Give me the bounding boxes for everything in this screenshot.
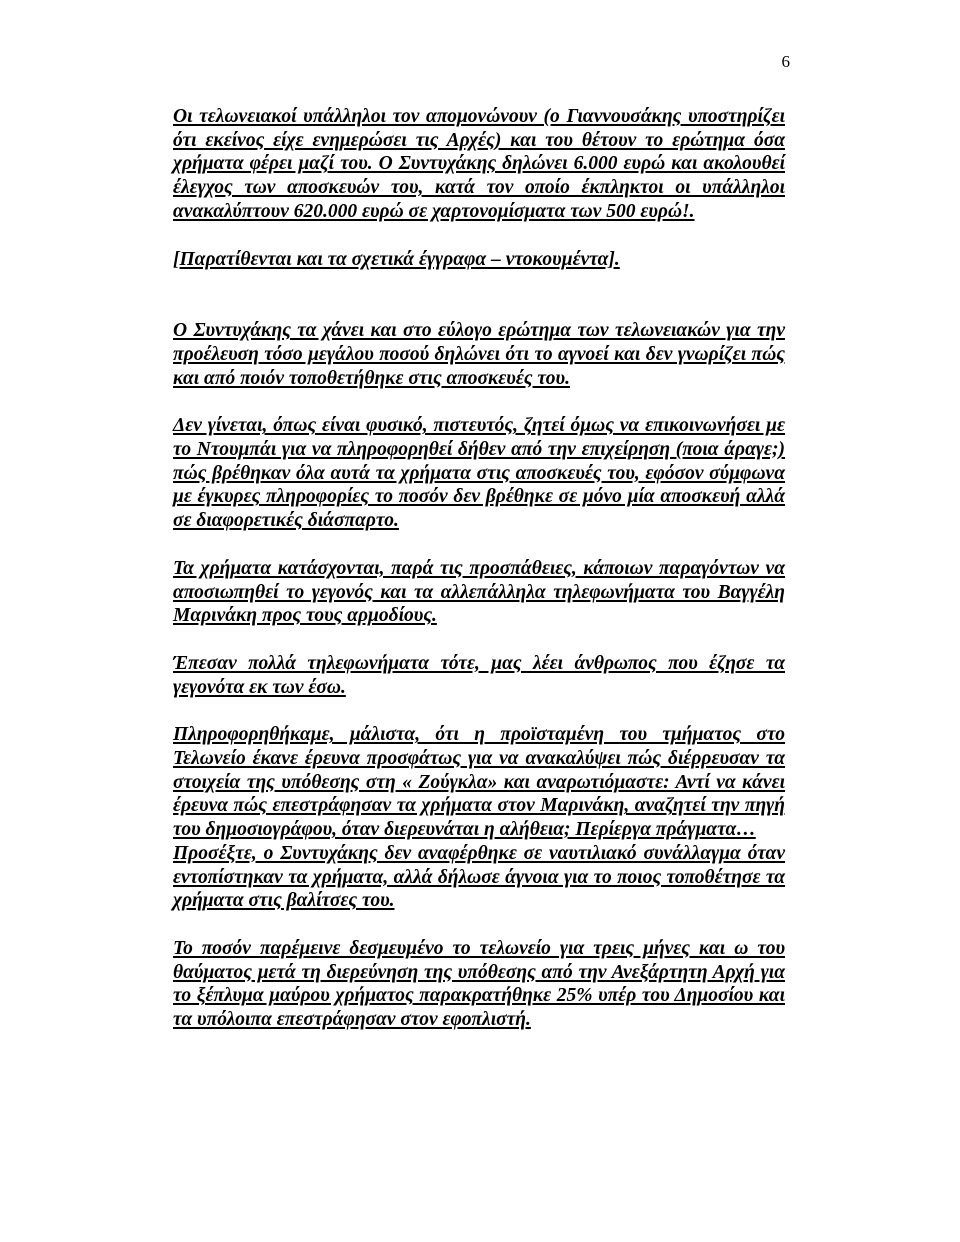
paragraph-spacer: [173, 628, 785, 652]
paragraph-origin-question: Ο Συντυχάκης τα χάνει και στο εύλογο ερώτημα των τελωνειακών για την προέλευση τόσο μεγάλου ποσού δηλώνει ότι το αγνοεί και δεν γνωρίζει πώς και από ποιόν τοποθετήθηκε στις αποσκευές του.: [173, 320, 785, 389]
page-number: 6: [781, 52, 790, 71]
paragraph-dubai-contact: Δεν γίνεται, όπως είναι φυσικό, πιστευτός, ζητεί όμως να επικοινωνήσει με το Ντουμπάι για να πληροφορηθεί δήθεν από την επιχείρηση (ποια άραγε;) πώς βρέθηκαν όλα αυτά τα χρήματα στις αποσκευές του, εφόσον σύμφωνα με έγκυρες πληροφορίες το ποσόν δεν βρέθηκε σε μόνο μία αποσκευή αλλά σε διαφορετικές διάσπαρτο.: [173, 415, 785, 532]
body-text: [173, 105, 785, 1032]
paragraph-spacer: [173, 699, 785, 723]
paragraph-attention: Προσέξτε, ο Συντυχάκης δεν αναφέρθηκε σε ναυτιλιακό συνάλλαγμα όταν εντοπίστηκαν τα χρήματα, αλλά δήλωσε άγνοια για το ποιος τοποθέτησε τα χρήματα στις βαλίτσες του.: [173, 842, 785, 912]
paragraph-confiscation: Τα χρήματα κατάσχονται, παρά τις προσπάθειες, κάποιων παραγόντων να αποσιωπηθεί το γεγονός και τα αλλεπάλληλα τηλεφωνήματα του Βαγγέλη Μαρινάκη προς τους αρμοδίους.: [173, 557, 785, 627]
paragraph-phone-calls: Έπεσαν πολλά τηλεφωνήματα τότε, μας λέει άνθρωπος που έζησε τα γεγονότα εκ των έσω.: [173, 652, 785, 698]
paragraph-investigation: Πληροφορηθήκαμε, μάλιστα, ότι η προϊσταμένη του τμήματος στο Τελωνείο έκανε έρευνα προσφάτως για να ανακαλύψει πώς διέρρευσαν τα στοιχεία της υπόθεσης στη « Ζούγκλα» και αναρωτιόμαστε: Αντί να κάνει έρευνα πώς επεστράφησαν τα χρήματα στον Μαρινάκη, αναζητεί την πηγή του δημοσιογράφου, όταν διερευνάται η αλήθεια; Περίεργα πράγματα…: [173, 724, 785, 841]
paragraph-spacer: [173, 271, 785, 319]
paragraph-spacer: [173, 913, 785, 937]
paragraph-spacer: [173, 224, 785, 248]
paragraph-documents-note: [Παρατίθενται και τα σχετικά έγγραφα – ντοκουμέντα].: [173, 248, 620, 270]
paragraph-amount-release: Το ποσόν παρέμεινε δεσμευμένο το τελωνείο για τρεις μήνες και ω του θαύματος μετά τη διερεύνηση της υπόθεσης από την Ανεξάρτητη Αρχή για το ξέπλυμα μαύρου χρήματος παρακρατήθηκε 25% υπέρ του Δημοσίου και τα υπόλοιπα επεστράφησαν στον εφοπλιστή.: [173, 937, 785, 1031]
paragraph-spacer: [173, 390, 785, 414]
paragraph-spacer: [173, 533, 785, 557]
paragraph-customs-isolation: Οι τελωνειακοί υπάλληλοι τον απομονώνουν (ο Γιαννουσάκης υποστηρίζει ότι εκείνος είχε ενημερώσει τις Αρχές) και του θέτουν το ερώτημα όσα χρήματα φέρει μαζί του. Ο Συντυχάκης δηλώνει 6.000 ευρώ και ακολουθεί έλεγχος των αποσκευών του, κατά τον οποίο έκπληκτοι οι υπάλληλοι ανακαλύπτουν 620.000 ευρώ σε χαρτονομίσματα των 500 ευρώ!.: [173, 106, 785, 222]
